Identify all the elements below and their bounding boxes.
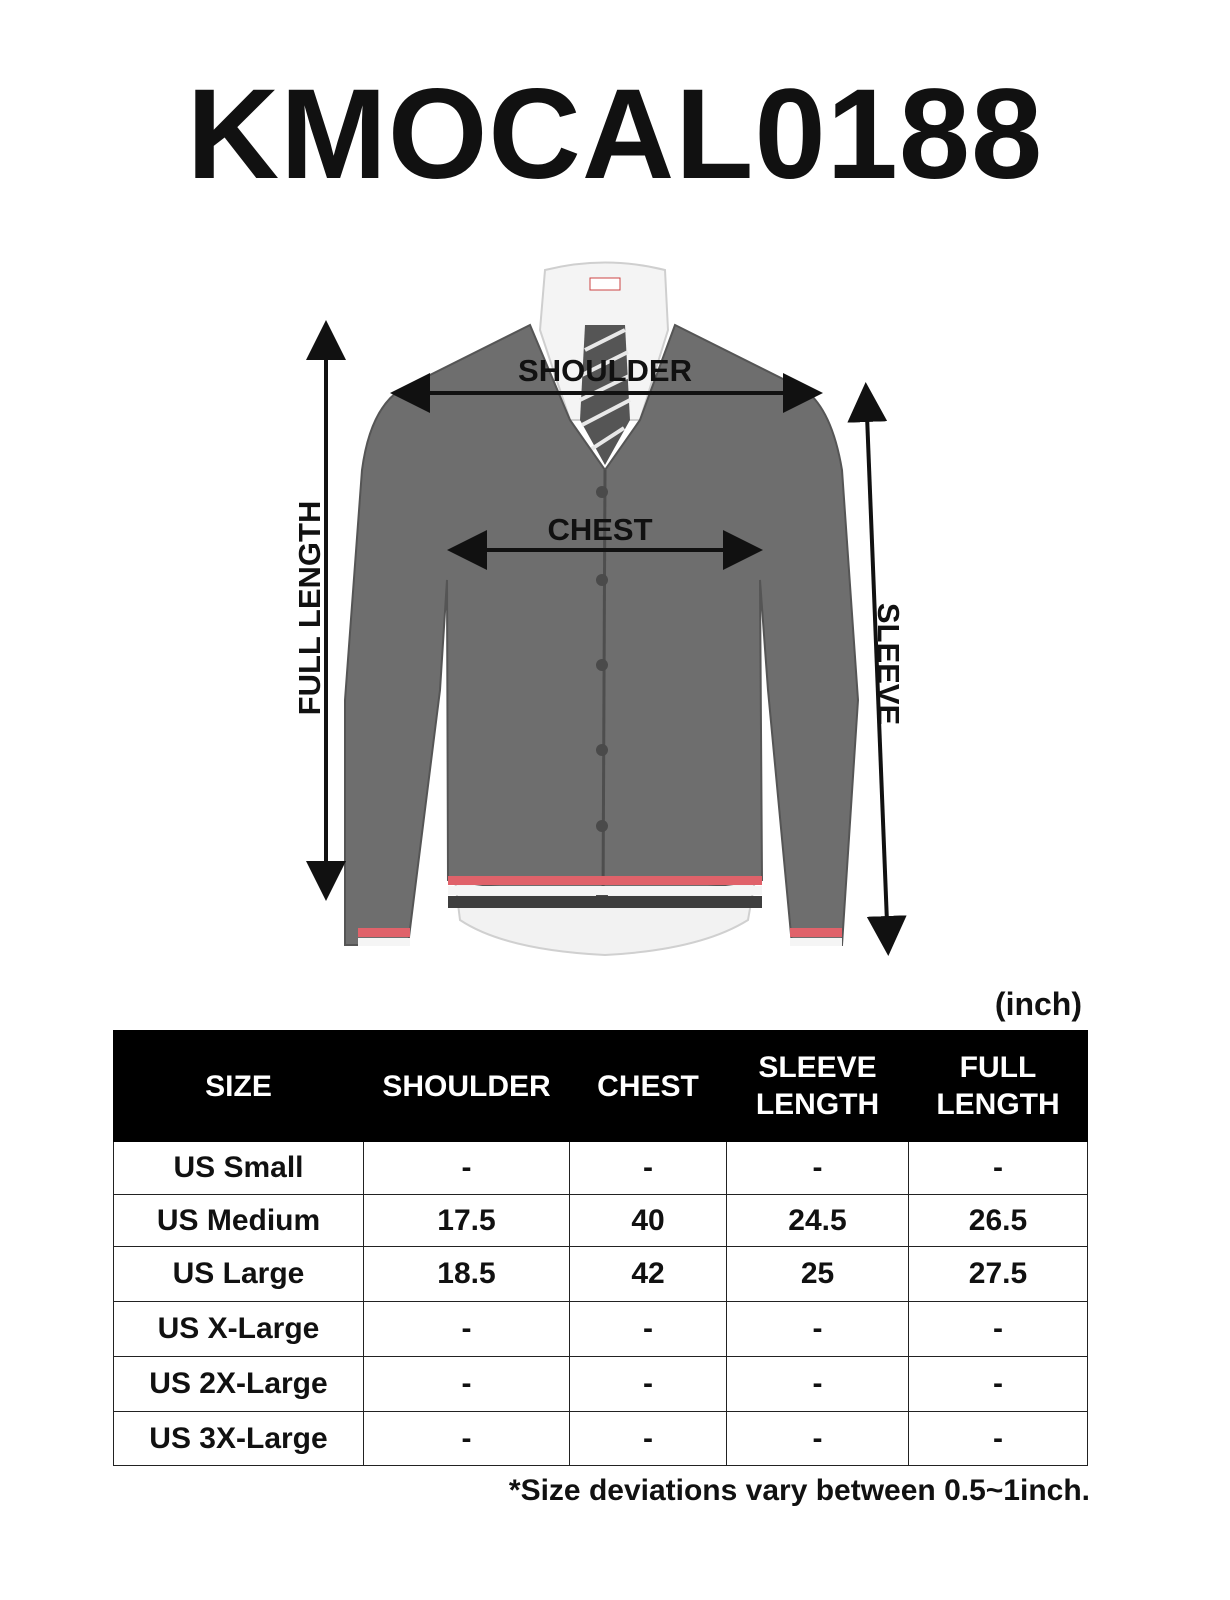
table-row <box>114 1302 1088 1357</box>
cell-sleeve-length: 24.5 <box>727 1195 909 1247</box>
header-sleeve-length <box>727 1031 909 1142</box>
cell-full-length: - <box>909 1412 1088 1466</box>
cell-size: US 2X-Large <box>114 1357 364 1412</box>
header-size-text: SIZE <box>205 1069 272 1103</box>
cell-chest: - <box>570 1142 727 1195</box>
cell-size: US Small <box>114 1142 364 1195</box>
cell-size: US X-Large <box>114 1302 364 1357</box>
table-row <box>114 1195 1088 1247</box>
cell-sleeve-length: 25 <box>727 1247 909 1302</box>
table-row <box>114 1247 1088 1302</box>
cell-chest: - <box>570 1412 727 1466</box>
cell-sleeve-length: - <box>727 1302 909 1357</box>
cell-shoulder: 18.5 <box>364 1247 570 1302</box>
cell-full-length: 27.5 <box>909 1247 1088 1302</box>
header-chest-text: CHEST <box>597 1069 699 1103</box>
table-header-row <box>114 1031 1088 1142</box>
full-length-label: FULL LENGTH <box>292 500 327 716</box>
shoulder-label: SHOULDER <box>518 353 692 388</box>
cell-chest: 42 <box>570 1247 727 1302</box>
cell-shoulder: - <box>364 1357 570 1412</box>
table-row <box>114 1142 1088 1195</box>
sleeve-label: SLEEVE <box>871 602 906 726</box>
product-code-title: KMOCAL0188 <box>186 63 1044 206</box>
cell-size: US Medium <box>114 1195 364 1247</box>
header-full-length <box>909 1031 1088 1142</box>
table-row <box>114 1357 1088 1412</box>
cell-sleeve-length: - <box>727 1142 909 1195</box>
cell-sleeve-length: - <box>727 1412 909 1466</box>
cell-chest: - <box>570 1357 727 1412</box>
cell-shoulder: - <box>364 1142 570 1195</box>
cell-size: US 3X-Large <box>114 1412 364 1466</box>
cell-shoulder: - <box>364 1412 570 1466</box>
unit-label: (inch) <box>994 986 1082 1022</box>
cell-sleeve-length: - <box>727 1357 909 1412</box>
cell-shoulder: - <box>364 1302 570 1357</box>
chest-label: CHEST <box>547 512 653 547</box>
cell-shoulder: 17.5 <box>364 1195 570 1247</box>
header-shoulder <box>364 1031 570 1142</box>
table-row <box>114 1412 1088 1466</box>
cell-chest: - <box>570 1302 727 1357</box>
brand-tag-icon <box>590 278 620 290</box>
cell-full-length: - <box>909 1357 1088 1412</box>
cell-size: US Large <box>114 1247 364 1302</box>
cell-chest: 40 <box>570 1195 727 1247</box>
header-sleeve-length-text: SLEEVE LENGTH <box>755 1051 880 1121</box>
header-shoulder-text: SHOULDER <box>382 1069 551 1103</box>
header-chest <box>570 1031 727 1142</box>
header-size <box>114 1031 364 1142</box>
size-deviation-footnote: *Size deviations vary between 0.5~1inch. <box>508 1474 1090 1507</box>
header-full-length-text: FULL LENGTH <box>936 1051 1060 1121</box>
cell-full-length: - <box>909 1302 1088 1357</box>
cell-full-length: 26.5 <box>909 1195 1088 1247</box>
size-chart-table <box>113 1030 1088 1466</box>
cell-full-length: - <box>909 1142 1088 1195</box>
